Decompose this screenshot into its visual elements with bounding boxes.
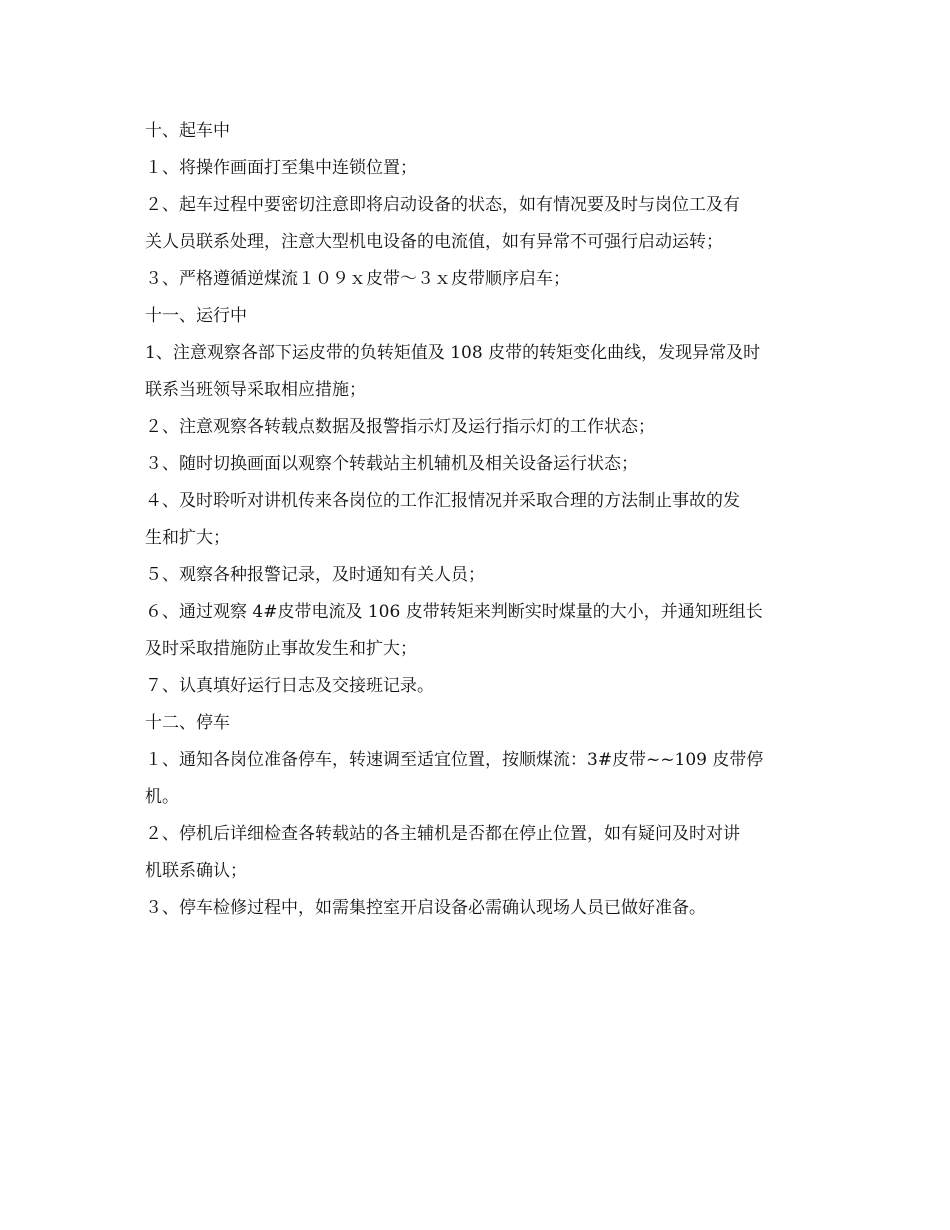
document-body xyxy=(145,113,810,927)
paragraph-line: ６、通过观察 4#皮带电流及 106 皮带转矩来判断实时煤量的大小，并通知班组长 xyxy=(145,602,763,622)
paragraph-line: 1、注意观察各部下运皮带的负转矩值及 108 皮带的转矩变化曲线，发现异常及时 xyxy=(145,343,761,363)
paragraph-line: ３、严格遵循逆煤流１０９ｘ皮带～３ｘ皮带顺序启车； xyxy=(145,269,570,289)
paragraph xyxy=(145,261,810,298)
paragraph-line: 联系当班领导采取相应措施； xyxy=(145,380,366,400)
paragraph-line: ７、认真填好运行日志及交接班记录。 xyxy=(145,676,434,696)
section-shutdown xyxy=(145,705,810,927)
section-start-up xyxy=(145,113,810,298)
paragraph-line: 及时采取措施防止事故发生和扩大； xyxy=(145,639,417,659)
paragraph-line: ３、停车检修过程中，如需集控室开启设备必需确认现场人员已做好准备。 xyxy=(145,898,706,918)
paragraph-line: 机。 xyxy=(145,787,179,807)
paragraph-line: ２、注意观察各转载点数据及报警指示灯及运行指示灯的工作状态； xyxy=(145,417,655,437)
section-heading: 十一、运行中 xyxy=(145,306,247,326)
paragraph xyxy=(145,742,810,816)
paragraph-line: １、将操作画面打至集中连锁位置； xyxy=(145,158,417,178)
paragraph-line: 机联系确认； xyxy=(145,861,247,881)
paragraph xyxy=(145,150,810,187)
paragraph xyxy=(145,890,810,927)
paragraph xyxy=(145,483,810,557)
paragraph xyxy=(145,335,810,409)
paragraph-line: 生和扩大； xyxy=(145,528,230,548)
paragraph xyxy=(145,594,810,668)
section-running xyxy=(145,298,810,705)
paragraph-line: ２、起车过程中要密切注意即将启动设备的状态，如有情况要及时与岗位工及有 xyxy=(145,195,740,215)
paragraph-line: ４、及时聆听对讲机传来各岗位的工作汇报情况并采取合理的方法制止事故的发 xyxy=(145,491,740,511)
paragraph-line: １、通知各岗位准备停车，转速调至适宜位置，按顺煤流：3#皮带~~109 皮带停 xyxy=(145,750,764,770)
paragraph-line: ３、随时切换画面以观察个转载站主机辅机及相关设备运行状态； xyxy=(145,454,638,474)
paragraph-line: ５、观察各种报警记录，及时通知有关人员； xyxy=(145,565,485,585)
paragraph xyxy=(145,816,810,890)
paragraph-line: ２、停机后详细检查各转载站的各主辅机是否都在停止位置，如有疑问及时对讲 xyxy=(145,824,740,844)
paragraph xyxy=(145,668,810,705)
paragraph xyxy=(145,409,810,446)
paragraph-line: 关人员联系处理，注意大型机电设备的电流值，如有异常不可强行启动运转； xyxy=(145,232,723,252)
section-heading: 十、起车中 xyxy=(145,121,230,141)
paragraph xyxy=(145,557,810,594)
paragraph xyxy=(145,187,810,261)
section-heading: 十二、停车 xyxy=(145,713,230,733)
paragraph xyxy=(145,446,810,483)
